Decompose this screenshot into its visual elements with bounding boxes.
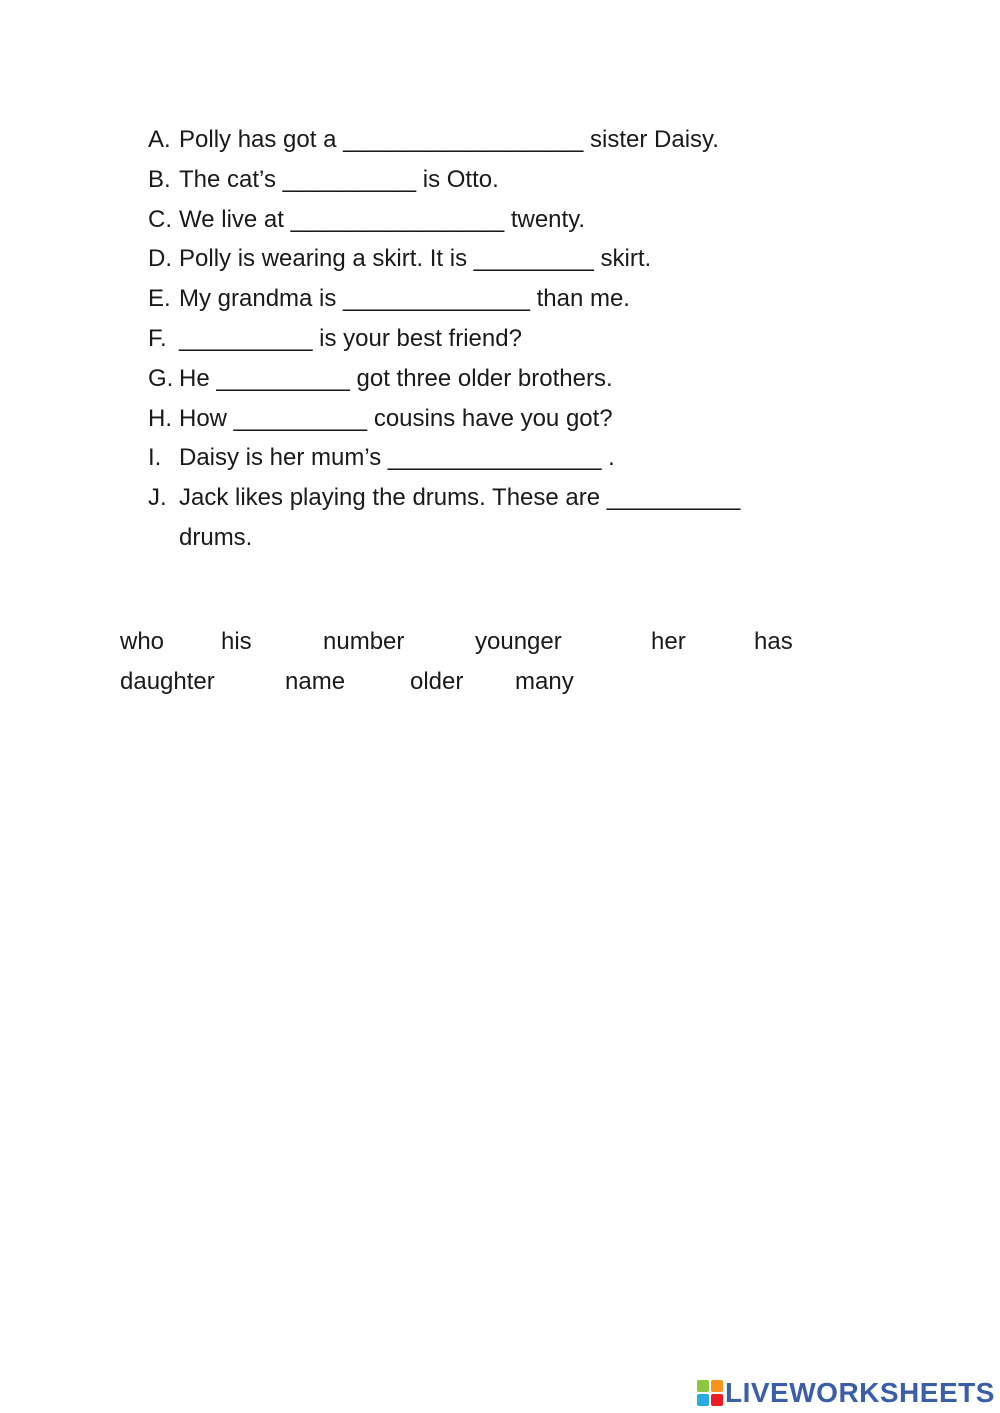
exercise-sentence: Polly is wearing a skirt. It is _________ skirt. (179, 245, 652, 273)
exercise-label: G. (148, 364, 174, 392)
exercise-label: E. (148, 285, 171, 313)
word-bank-row-1 (120, 622, 800, 662)
liveworksheets-logo-icon (697, 1380, 723, 1406)
exercise-sentence: He __________ got three older brothers. (179, 364, 613, 392)
logo-square-icon (711, 1394, 723, 1406)
exercise-sentence: We live at ________________ twenty. (179, 205, 586, 233)
word-bank-word: number (323, 628, 405, 655)
liveworksheets-logo (697, 1375, 995, 1411)
exercise-label: B. (148, 165, 171, 193)
exercise-item-d (148, 239, 848, 279)
word-bank-word: her (651, 628, 686, 655)
exercise-list (148, 120, 848, 558)
word-bank (120, 622, 800, 702)
exercise-label: C. (148, 205, 172, 233)
word-bank-word: older (410, 668, 464, 695)
exercise-sentence: How __________ cousins have you got? (179, 404, 613, 432)
word-bank-word: who (120, 628, 165, 655)
word-bank-word: name (285, 668, 346, 695)
word-bank-word: many (515, 668, 574, 695)
word-bank-word: daughter (120, 668, 215, 695)
logo-square-icon (697, 1380, 709, 1392)
exercise-sentence: The cat’s __________ is Otto. (179, 165, 499, 193)
exercise-item-i (148, 438, 848, 478)
exercise-item-c (148, 200, 848, 240)
exercise-sentence: My grandma is ______________ than me. (179, 285, 630, 313)
exercise-item-e (148, 279, 848, 319)
word-bank-word: has (754, 628, 793, 655)
word-bank-word: his (221, 628, 252, 655)
exercise-sentence: Polly has got a __________________ sister Daisy. (179, 126, 719, 153)
exercise-label: I. (148, 444, 162, 472)
exercise-sentence: __________ is your best friend? (179, 324, 522, 352)
exercise-item-b (148, 160, 848, 200)
exercise-item-j (148, 478, 848, 558)
exercise-item-a (148, 120, 848, 160)
logo-square-icon (697, 1394, 709, 1406)
logo-square-icon (711, 1380, 723, 1392)
exercise-label: H. (148, 404, 172, 432)
exercise-label: D. (148, 245, 172, 273)
exercise-item-h (148, 399, 848, 439)
exercise-item-g (148, 359, 848, 399)
word-bank-word: younger (475, 628, 562, 655)
exercise-sentence: Daisy is her mum’s ________________ . (179, 444, 615, 472)
exercise-item-f (148, 319, 848, 359)
word-bank-row-2 (120, 662, 800, 702)
exercise-sentence: Jack likes playing the drums. These are __________ drums. (179, 484, 741, 551)
exercise-label: A. (148, 126, 171, 153)
exercise-label: J. (148, 484, 167, 512)
exercise-label: F. (148, 324, 167, 352)
logo-wordmark: LIVEWORKSHEETS (725, 1377, 995, 1408)
